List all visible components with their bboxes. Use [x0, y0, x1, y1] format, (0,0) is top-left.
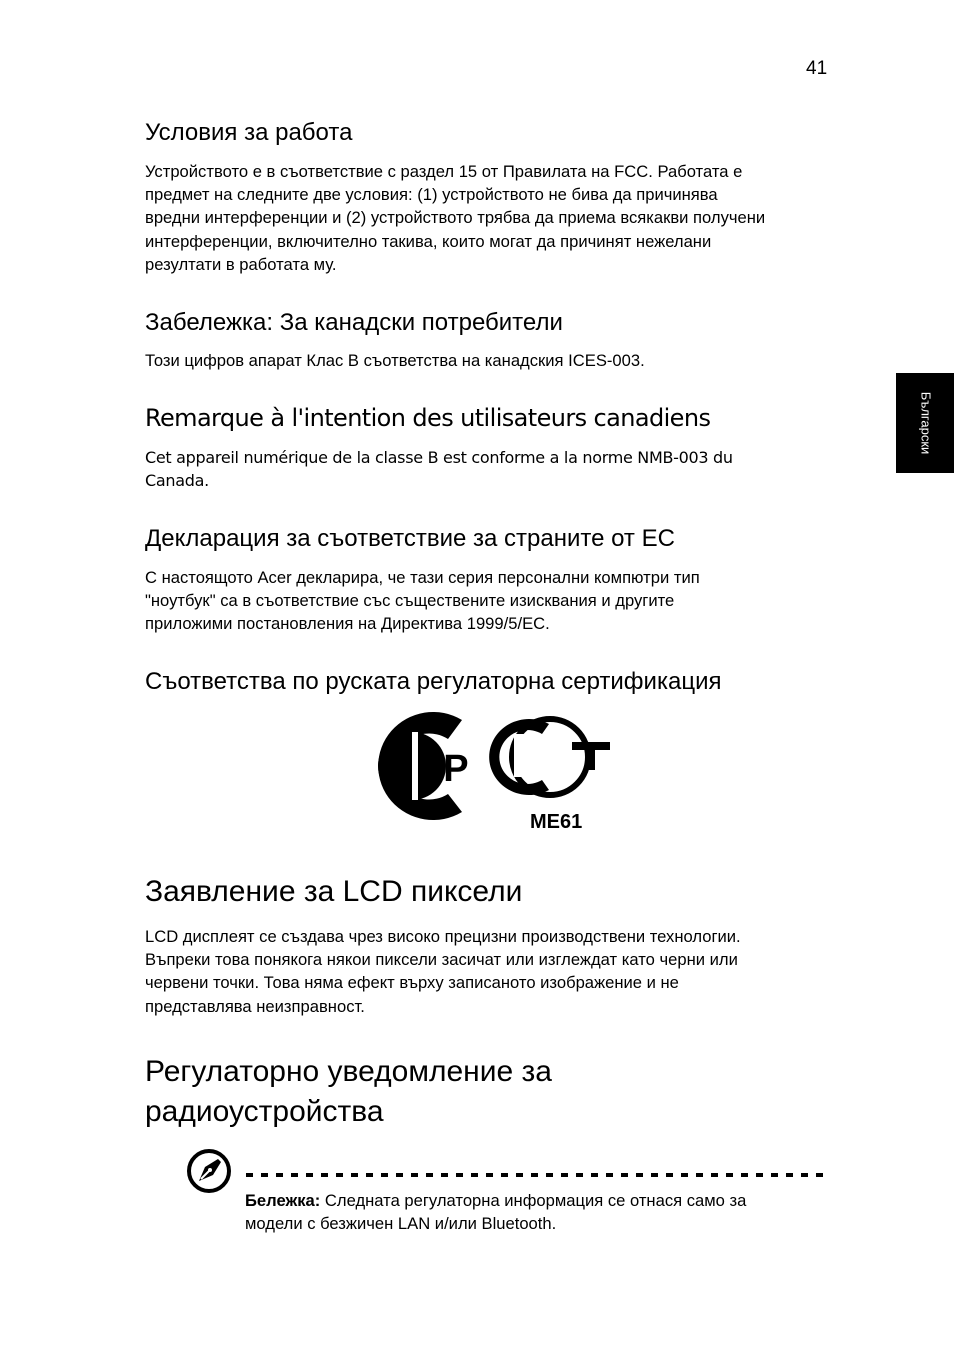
gost-r-certification-logo	[489, 719, 610, 833]
certification-logos	[354, 712, 614, 842]
heading-eu-declaration: Декларация за съответствие за страните от ЕС	[145, 525, 675, 552]
note-line: модели с безжичен LAN и/или Bluetooth.	[245, 1214, 557, 1234]
heading-canada-note: Забележка: За канадски потребители	[145, 309, 563, 336]
text-line: интерференции, включително такива, които могат да причинят нежелани	[145, 231, 712, 251]
note-divider	[246, 1164, 830, 1168]
page-number: 41	[806, 58, 828, 79]
heading-lcd: Заявление за LCD пиксели	[145, 875, 523, 908]
svg-text:ТР: ТР	[420, 748, 469, 790]
text-line: представлява неизправност.	[145, 996, 365, 1016]
note-text	[245, 1189, 830, 1235]
heading-radio	[145, 1052, 845, 1132]
text-line: приложими постановления на Директива 1999/5/EC.	[145, 614, 550, 634]
text-line: LCD дисплеят се създава чрез високо прецизни производствени технологии.	[145, 927, 741, 946]
pen-note-icon	[185, 1147, 233, 1195]
text-line: Устройството е в съответствие с раздел 15 от Правилата на FCC. Работата е	[145, 162, 743, 181]
text-line: резултати в работата му.	[145, 254, 337, 274]
note-line: Следната регулаторна информация се отнася само за	[320, 1191, 747, 1210]
text-line: Canada.	[145, 471, 209, 491]
text-line: С настоящото Acer декларира, че тази серия персонални компютри тип	[145, 568, 700, 587]
note-label: Бележка:	[245, 1191, 321, 1210]
language-side-tab	[896, 373, 954, 473]
paragraph-work-conditions	[145, 160, 835, 276]
text-line: вредни интерференции и (2) устройството трябва да приема всякакви получени	[145, 208, 766, 228]
eac-certification-logo	[378, 712, 469, 820]
text-line: Cet appareil numérique de la classe B est conforme a la norme NMB-003 du	[145, 448, 733, 467]
text-line: предмет на следните две условия: (1) устройството не бива да причинява	[145, 185, 718, 205]
logo-mark-code: ME61	[530, 811, 583, 833]
heading-work-conditions: Условия за работа	[145, 119, 353, 146]
paragraph-lcd	[145, 925, 835, 1018]
paragraph-canada-note: Този цифров апарат Клас B съответства на канадския ICES-003.	[145, 351, 645, 370]
side-tab-label: Български	[918, 391, 934, 455]
heading-russian-cert: Съответства по руската регулаторна сертификация	[145, 668, 722, 695]
heading-line: радиоустройства	[145, 1095, 384, 1128]
paragraph-eu-declaration	[145, 566, 835, 636]
text-line: червени точки. Това няма ефект върху записаното изображение и не	[145, 973, 679, 993]
heading-line: Регулаторно уведомление за	[145, 1055, 552, 1088]
text-line: "ноутбук" са в съответствие със съществените изисквания и другите	[145, 591, 675, 611]
paragraph-canada-fr	[145, 446, 835, 492]
text-line: Въпреки това понякога някои пиксели засичат или изглеждат като черни или	[145, 950, 738, 970]
heading-canada-fr: Remarque à l'intention des utilisateurs canadiens	[145, 404, 711, 432]
